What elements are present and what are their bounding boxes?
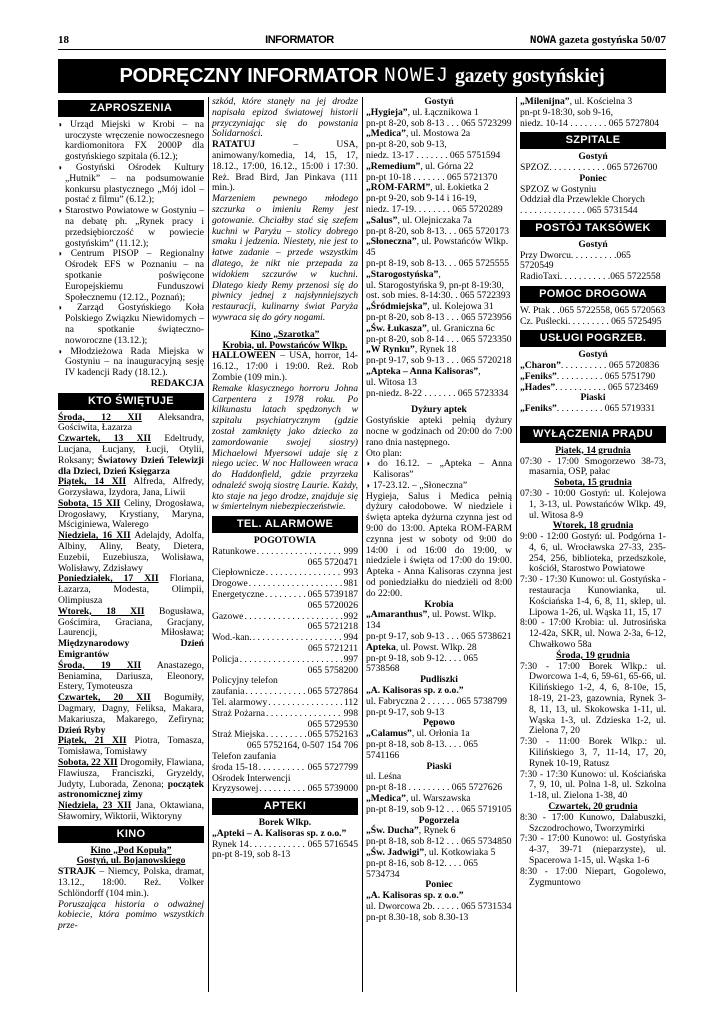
phone-number: 065 5752164, 0-507 154 706 [246,740,358,752]
phone-label: środa 15-18 [212,762,258,773]
pharmacy-line-text: pn-pt 8-16, sob 8-12. . . . 065 5734734 [366,857,478,880]
invitation-text: Centrum PISOP – Regionalny Ośrodek EFS w Poznaniu – na spotkanie poświęcone Europejskiemu Funduszowi Społecznemu (12.12., Poznań); [65,248,204,303]
nameday-item [58,499,204,531]
pharmacy-line-name: „Medica” [366,128,406,140]
nameday-names: Jana, Oktawiana, Sławomiry, Wiktorii, Wiktoryny [58,800,204,822]
bullet-icon: ◗ [58,249,71,259]
nameday-date: Czwartek, 13 XII [58,433,152,445]
dot-leader [246,687,307,698]
section-header-emergency: TEL. ALARMOWE [212,516,358,533]
outage-item: 7:30 - 17:30 Kunowo: ul. Gostyńska - restauracja Kunowianka, ul. Kościańska 1-4, 6, 8, 11, sklep, ul. Lipowa 1-26, ul. Wąska 11, 15, 17 [520,574,666,618]
nameday-date: Niedziela, 23 XII [58,800,132,812]
phone-label: Ciepłownicze [212,568,265,579]
invitation-text: Młodzieżowa Rada Miejska w Gostyniu – na inauguracyjną sesję IV kadencji Rady (18.12.). [65,345,204,379]
outage-item: 8:00 - 17:00 Krobia: ul. Jutrosińska 12-42a, SKR, ul. Nowa 2-3a, 6-12, Chwałkowo 58a [520,617,666,651]
nameday-names: Bogusława, Gościmira, Graciana, Gracjany, Laurencji, Miłosława; [58,605,204,639]
dot-leader [266,709,343,720]
phone-label: Kryzysowej [212,784,259,795]
pharmacy-line-text: pn-pt 8-20, sob 8-13 . . . 065 5723956 [366,311,512,323]
pharmacy-line-name: „Św. Jadwigi” [366,846,425,858]
pharmacy-line-text: pn-pt 8-18 . . . . . . . . . 065 5727626 [366,782,503,794]
power-outages-list [520,446,666,889]
town-name: Gostyń [578,151,608,163]
pharmacy-line-text: , ul. Kotkowiaka 5 [424,846,496,858]
phone-label: Wod.-kan. [212,633,252,644]
pharmacy-line-text: pn-pt 9-17, sob 9-13 . . . 065 5738621 [366,631,512,643]
pharmacy-line [366,610,512,632]
hospital-line: Oddział dla Przewlekle Chorych [520,194,645,206]
signature: REDAKCJA [150,377,204,389]
pharmacy-line-text: pn-pt 10-18 . . . . . . . 065 5721370 [366,171,498,183]
phone-number: 065 5739000 [307,784,358,795]
pharmacy-list [366,108,512,400]
town-name: Gostyń [578,238,608,250]
pharmacy-line-text: , ul. Graniczna 6c [426,322,495,334]
pharmacy-line-text: , [438,268,441,280]
pharmacy-line-text: pn-pt 9-18:30, sob 9-16, [520,106,614,118]
film-entry: STRAJK – Niemcy, Polska, dramat, 13.12., 18:00. Reż. Volker Schlöndorff (104 min.). [58,866,204,899]
outage-item: 7:30 - 17:00 Borek Wlkp.: ul. Dworcowa 1-4, 6, 59-61, 65-66, ul. Kilińskiego 1-2, 4, 6, 8-10e, 15, 18-19, 21-23, gazownia, Rynek 3-8, 11, 13, ul. Skokowska 1-11, ul. Wąska 1-3, ul. Zdzieska 1-2, ul. Zielona 7, 20 [520,660,666,737]
film-entry: HALLOWEEN – USA, horror, 14-16.12., 17:00 i 19:00. Reż. Rob Zombie (109 min.). [212,350,358,383]
invitations-list [58,120,204,379]
dot-leader [249,579,343,590]
pharmacy-list [366,686,512,718]
phone-number: 065 5720026 [307,599,358,611]
pharmacy-line-text: ul. Starogostyńska 9, pn-pt 8-19:30, [366,279,504,291]
nameday-names: Adelajdy, Adolfa, Albiny, Aliny, Beaty, Dietera, Euzebii, Euzebiusza, Wolisława, Wolisławy, Zdzisławy [58,530,204,574]
phone-number: 065 5739187 [307,590,358,601]
pharmacy-line-name: „Calamus” [366,728,412,740]
nameday-holiday: początek astronomicznej zimy [58,778,204,801]
pharmacy-line-name: „Medica” [366,793,406,804]
pharmacy-line-text: pn-pt 9-18, sob 9-12. . . . 065 5738568 [366,652,478,675]
phone-number: 992 [343,611,358,622]
pharmacy-line-text: pn-niedz. 8-22 . . . . . . . 065 5723334 [366,387,509,399]
pharmacy-line-name: Apteka [366,641,396,653]
pharmacy-line-name: „Słoneczna” [366,236,417,248]
town-name: Krobia [424,598,454,610]
pharmacy-line-name: „ROM-FARM” [366,182,431,194]
outage-item: 9:00 - 12:00 Gostyń: ul. Podgórna 1-4, 6, ul. Wrocławska 27-33, 235-254, 256, biblioteka, przedszkole, kościół, Starostwo Powiatowe [520,531,666,575]
section-header-invitations: ZAPROSZENIA [58,100,204,117]
pharmacy-line-text: pn-pt 9-17, sob 9-13 [366,706,445,718]
nameday-names: Piotra, Tomasza, Tomisława, Tomisławy [58,735,204,758]
funeral-line-text: . . . . . . . . . . 065 5751790 [556,370,656,382]
duty-item: ◗ 17-23.12. – „Słoneczna” [366,479,468,491]
phone-number: 065 5721218 [307,621,358,633]
column-divider [516,97,517,992]
pharmacy-line-name: „Starogostyńska” [366,268,439,280]
pharmacy-line-text: , ul. Olejniczaka 7a [397,214,472,226]
pharmacy-line-text: pn-pt 8-20, sob 8-13. . . 065 5720173 [366,225,510,237]
nameday-item [58,758,204,801]
pharmacy-line-text: , ul. Łokietka 2 [430,182,489,194]
section-header-cinema: KINO [58,826,204,843]
column-2 [212,97,358,861]
town-name: Gostyń [424,96,454,107]
phone-label: zaufania [212,687,245,698]
town-name: Pudliszki [420,674,458,686]
town-name: Pogorzela [418,814,460,826]
dot-leader [268,698,343,709]
nameday-date: Wtorek, 18 XII [58,605,145,617]
nameday-item [58,413,204,435]
funeral-line-text: . . . . . . . . . . . 065 5723469 [555,381,659,393]
pharmacy-line-text: pn-pt 8-20, sob 9-13, [366,139,447,151]
outage-item: 8:30 - 17:00 Niepart, Gogolewo, Zygmuntowo [520,865,666,888]
outage-item: 07:30 - 10:00 Gostyń: ul. Kolejowa 1, 3-13, ul. Powstańców Wlkp. 49, ul. Witosa 8-9 [520,487,666,521]
pharmacy-line-text: , ul. Powstańców Wlkp. 45 [366,236,509,259]
nameday-date: Sobota, 22 XII [58,757,118,769]
pharmacy-line [366,237,512,259]
phone-label: Policja [212,654,239,665]
section-header-taxi: POSTÓJ TAKSÓWEK [520,220,666,237]
nameday-date: Sobota, 15 XII [58,497,121,509]
funeral-line: „Feniks”. . . . . . . . . . 065 5719331 [520,403,656,415]
pharmacy-list [366,772,512,815]
header-rule [58,49,666,50]
nameday-date: Piątek, 21 XII [58,735,127,747]
column-4 [520,97,666,888]
column-3 [366,97,512,924]
nameday-date: Poniedziałek, 17 XII [58,573,159,585]
invitation-item [58,163,204,206]
pharmacy-line [366,389,512,400]
pharmacy-list [366,826,512,880]
phone-number: 993 [343,568,358,579]
duty-text: Hygieja, Salus i Medica pełnią dyżury całodobowe. W niedziele i święta apteka dyżurna czynna jest od 9:00 do 13:00. Apteka ROM-FARM czynna jest w soboty od 9:00 do 14:00 i od 16:00 do 19:00, w niedziele i święta od 17:00 do 19:00. Apteka - Anna Kalisoras czynna jest od poniedziałku do niedzieli od 8:00 do 22:00. [366,490,512,599]
pharmacy-line-name: „Salus” [366,214,398,226]
nameday-names: Aleksandra, Gościwita, Łazarza [58,411,204,434]
pharmacy-line-text: ul. Witosa 13 [366,376,417,388]
phone-label: Straż Miejska [212,730,266,741]
section-header-pharmacies: APTEKI [212,798,358,815]
pharmacy-line-text: , Rynek 18 [414,344,457,356]
pharmacy-list [366,729,512,761]
phone-number: 999 [343,546,358,557]
roadside-line: W. Ptak . .065 5722558, 065 5720563 [520,304,666,316]
phone-row [212,568,358,579]
outage-item: 7:30 - 11:00 Borek Wlkp.: ul. Kilińskiego 3, 7, 11-14, 17, 20, Rynek 10-19, Ratusz [520,736,666,769]
phone-number: 065 5721211 [307,643,358,655]
funeral-line-text: . . . . . . . . . . 065 5720836 [560,359,660,371]
nameday-date: Środa, 19 XII [58,659,142,671]
section-header-hospitals: SZPITALE [520,132,666,149]
funeral-line-name: „Feniks” [520,370,557,382]
funeral-list [520,361,666,393]
nameday-item [58,801,204,823]
pharmacy-line [366,654,512,676]
nameday-item [58,661,204,693]
pharmacy-line-text: , ul. Powst. Wlkp. 134 [366,609,497,632]
pharmacy-line-text: pn-pt 8-19, sob 9-12 . . . 065 5719105 [366,803,512,815]
invitation-item [58,347,204,379]
pharmacy-line-name: „A. Kalisoras sp. z o.o.” [366,890,464,902]
pharmacy-line-text: , ul. Kościelna 3 [569,96,633,107]
bullet-icon: ◗ [58,119,71,129]
issue-label: NOWA gazeta gostyńska 50/07 [529,33,666,47]
cinema-address: Krobia, ul. Powstańców Wlkp. [222,339,348,351]
invitation-text: Starostwo Powiatowe w Gostyniu – na debatę ph. „Rynek pracy i przedsiębiorczość w powiecie gostyńskim” (11.12.); [65,205,204,249]
pharmacy-line-text: , ul. Warszawska [405,793,471,804]
page-number: 18 [58,34,69,46]
nameday-names: Edeltrudy, Lucjana, Łucjany, Łucji, Otylii, Roksany; [58,433,204,466]
pharmacy-line-text: , Rynek 6 [418,825,456,837]
hospital-line: SPZOZ. . . . . . . . . . . . 065 5726700 [520,161,658,173]
pharmacy-line-text: pn-pt 8-20, sob 8-14 . . . 065 5723350 [366,333,512,345]
town-name: Piaski [426,760,452,772]
taxi-line: Przy Dworcu. . . . . . . . . .065 5720549 [520,249,631,272]
page-title: PODRĘCZNY INFORMATOR NOWEJ gazety gostyńskiej [58,59,666,93]
pharmacy-line-name: „A. Kalisoras sp. z o.o.” [366,685,464,697]
pharmacy-hours: pn-pt 8-19, sob 8-13 [212,849,291,861]
phone-row [212,763,358,774]
namedays-list [58,413,204,823]
duty-item: ◗ do 16.12. – „Apteka – Anna Kalisoras” [366,458,512,481]
phone-number: 994 [343,633,358,644]
phone-label: Ratunkowe [212,546,256,557]
phone-number: 998 [343,708,358,719]
pharmacy-line-name: „Apteka – Anna Kalisoras” [366,365,479,377]
phone-label: Gazowe [212,611,244,622]
outage-date: Czwartek, 20 grudnia [548,801,638,813]
funeral-line-name: „Hades” [520,381,556,393]
phone-number: 112 [343,698,358,709]
phone-number: 997 [343,654,358,665]
pharmacy-line-text: , ul. Mostowa 2a [405,128,471,140]
pharmacy-line-text: , ul. Górna 22 [420,160,474,172]
bullet-icon: ◗ [58,303,77,313]
nameday-date: Środa, 12 XII [58,411,142,423]
pharmacy-line-text: ul. Dworcowa 2b. . . . . . 065 5731534 [366,900,512,912]
town-name: Piaski [580,392,606,404]
dot-leader [265,590,307,601]
invitation-item [58,249,204,303]
phone-row [212,579,358,590]
outage-item: 8:30 - 17:00 Kunowo, Dalabuszki, Szczodrochowo, Tworzymirki [520,811,666,834]
phone-label: Ośrodek Interwencji [212,772,291,784]
duty-plan-label: Oto plan: [366,447,402,459]
cinema-name: Kino „Szarotka” [250,328,320,340]
invitation-item [58,303,204,346]
pharmacy-line-text: pn-pt 8.30-18, sob 8.30-13 [366,911,469,923]
bullet-icon: ◗ [58,162,76,172]
dot-leader [259,763,307,774]
column-1 [58,97,204,932]
pharmacy-line-text: , ul. Łącznikowa 1 [407,106,479,118]
phone-number: 065 5727799 [307,762,358,773]
dot-leader [259,784,306,795]
pharmacy-name: „Apteki – A. Kalisoras sp. z o.o.” [212,827,347,839]
pharmacy-line-text: ul. Fabryczna 2 . . . . . . 065 5738799 [366,695,507,707]
nameday-item [58,477,204,499]
funeral-line-name: „Charon” [520,359,561,371]
pharmacy-line-text: niedz. 10-14 . . . . . . . . 065 5727804 [520,117,660,129]
phone-number: 065 5727864 [307,687,358,698]
phone-number: 065 5729530 [307,718,358,730]
phone-label: Drogowe [212,579,248,590]
pharmacy-line-text: pn-pt 9-17, sob 9-13 . . . 065 5720218 [366,355,512,367]
nameday-names: Celiny, Drogosława, Drogosławy, Krystiany, Maryna, Mściginiewa, Walerego [58,497,204,531]
nameday-date: Czwartek, 20 XII [58,692,151,704]
phone-label: Energetyczne [212,590,265,601]
nameday-item [58,736,204,758]
nameday-names: Anastazego, Beniamina, Dariusza, Eleonory, Estery, Tymoteusza [58,659,204,693]
section-header-funeral: USŁUGI POGRZEB. [520,330,666,347]
phone-number: 981 [343,579,358,590]
pharmacy-line-name: „Św. Ducha” [366,825,419,837]
outage-item: 7:30 - 17:30 Kunowo: ul. Kościańska 7, 9, 10, ul. Polna 1-8, ul. Szkolna 1-18, ul. Zielona 1-38, 40 [520,768,666,802]
emergency-phones [212,547,358,795]
nameday-date: Niedziela, 16 XII [58,530,131,542]
outage-item: 7:30 - 17:00 Kunowo: ul. Gostyńska 4-37, 39-71 (nieparzyste), ul. Spacerowa 1-15, ul. Wąska 1-6 [520,833,666,866]
invitation-text: Gostyński Ośrodek Kultury „Hutnik” – na podsumowanie konkursu plastycznego „Mój idol – postać z filmu” (6.12.); [65,161,204,206]
phone-row [212,709,358,720]
taxi-line: RadioTaxi. . . . . . . . . . .065 5722558 [520,271,661,283]
outage-date: Piątek, 14 grudnia [555,444,631,456]
pharmacy-line-name: „Śródmiejska” [366,301,428,313]
pharmacy-line [366,740,512,762]
duty-text: Gostyńskie apteki pełnią dyżury nocne w godzinach od 20:00 do 7:00 rano dnia następnego. [366,415,512,448]
pharmacy-line-text: niedz. 13-17 . . . . . . . 065 5751594 [366,149,501,161]
pharmacy-line-text: , ul. Orłonia 1a [411,728,470,740]
column-divider [362,97,363,992]
outage-date: Sobota, 15 grudnia [554,477,632,489]
invitation-text: Urząd Miejski w Krobi – na uroczyste wręczenie nowoczesnego kardiomonitora FX 2000P dla gostyńskiego szpitala (6.12.); [65,118,204,163]
outage-date: Środa, 19 grudnia [556,649,630,661]
nameday-names: Bogumiły, Dagmary, Dagny, Feliksa, Makara, Makariusza, Makarego, Zefiryna; [58,692,204,725]
pharmacy-list [520,97,666,129]
pharmacy-line-name: „Amaranthus” [366,609,428,621]
pharmacy-line-name: „W Rynku” [366,344,415,356]
nameday-item [58,434,204,477]
phone-label: Straż Pożarna [212,708,266,719]
bullet-icon: ◗ [58,206,66,216]
pharmacy-line-text: pn-pt 8-19, sob 8-13. . . 065 5725555 [366,257,510,269]
pharmacy-line-name: „Remedium” [366,160,421,172]
section-header-roadside: POMOC DROGOWA [520,286,666,303]
pharmacy-line-text: ul. Leśna [366,771,402,783]
section-name: INFORMATOR [265,34,334,46]
cinema-address: Gostyń, ul. Bojanowskiego [76,855,186,867]
phone-number: 065 5758200 [307,664,358,676]
pharmacy-line-name: „Św. Łukasza” [366,322,427,334]
pharmacy-line [520,119,666,130]
subheader: POGOTOWIA [253,535,317,547]
town-name: Gostyń [578,349,608,361]
roadside-line: Cz. Puślecki. . . . . . . . . 065 5725495 [520,315,662,327]
town-name: Pępowo [423,717,455,729]
dot-leader [266,568,343,579]
pharmacy-line-text: , ul. Powst. Wlkp. 28 [395,641,477,653]
phone-number: 065 5752163 [307,730,358,741]
phone-label: Telefon zaufania [212,751,277,763]
nameday-holiday: Dzień Ryby [58,724,106,736]
column-divider [208,97,209,992]
film-description: Marzeniem pewnego młodego szczurka o imieniu Remy jest gotowanie. Chciałby stać się szefem kuchni w Paryżu – stolicy dobrego smaku i jedzenia. Niestety, nie jest to łatwe zadanie – przede wszystkim dlatego, że nikt nie przepada za widokiem szczurów w kuchni. Dlatego kiedy Remy przenosi się do piwnicy jednej z najsłynniejszych restauracji, kulinarny świat Paryża wywraca się do góry nogami. [212,193,358,323]
outage-item: 07:30 - 17:00 Smogorzewo 38-73, masarnia, OSP, pałac [520,455,666,478]
pharmacy-line-text: pn-pt 8-18, sob 8-13. . . . 065 5741166 [366,739,478,761]
pharmacy-list [366,891,512,923]
nameday-item [58,693,204,736]
phone-label: Tel. alarmowy [212,698,268,709]
section-header-namedays: KTO ŚWIĘTUJE [58,393,204,410]
pharmacy-line [366,859,512,881]
pharmacy-line-text: pn-pt 8-18, sob 8-12 . . . 065 5734850 [366,836,512,848]
town-name: Poniec [425,879,453,891]
nameday-names: Floriana, Łazarza, Modesta, Olimpii, Olimpiusza [58,573,204,607]
nameday-holiday: Światowy Dzień Telewizji dla Dzieci, Dzień Księgarza [58,454,204,477]
nameday-item [58,574,204,606]
pharmacy-line-text: , ul. Kolejowa 31 [427,301,494,313]
pharmacy-line-text: , [478,365,481,377]
outage-date: Wtorek, 18 grudnia [552,520,634,532]
phone-number: 065 5720471 [307,556,358,568]
hospital-line: . . . . . . . . . . . . . . 065 5731544 [520,205,638,217]
phone-row [212,687,358,698]
pharmacy-line-text: pn-pt 8-20, sob 8-13 . . . 065 5723299 [366,117,512,129]
phone-row [212,784,358,795]
film-entry: RATATUJ – USA, animowany/komedia, 14, 15, 17, 18.12., 17:00, 16.12., 15:00 i 17:30. Reż. Brad Bird, Jan Pinkava (111 min.). [212,139,358,194]
nameday-item [58,607,204,661]
bullet-icon: ◗ [58,346,71,356]
pharmacy-line [366,913,512,924]
cinema-name: Kino „Pod Kopułą” [90,844,172,856]
film-description: szkód, które stanęły na jej drodze napisała epizod światowej historii przyczyniając się do powstania Solidarności. [212,96,358,140]
nameday-holiday: Międzynarodowy Dzień Emigrantów [58,638,204,661]
hospital-line: SPZOZ w Gostyniu [520,183,597,195]
town-name: Borek Wlkp. [258,817,312,828]
film-description: Poruszająca historia o odważnej kobiecie, która pomimo wszystkich prze- [58,898,204,932]
section-header-power-outages: WYŁĄCZENIA PRĄDU [520,426,666,443]
nameday-date: Piątek, 14 XII [58,476,127,488]
pharmacy-line-name: „Milenijna” [520,96,570,107]
nameday-names: Drogomiły, Flawiana, Flawiusza, Franciszki, Gryzeldy, Judyty, Luborada, Zenona; [58,757,204,790]
pharmacy-line-name: „Hygieja” [366,106,408,118]
invitation-text: Zarząd Gostyńskiego Koła Polskiego Związku Niewidomych – na spotkanie świąteczno-noworoczne (13.12.); [65,302,204,346]
pharmacy-line-text: niedz. 17-19. . . . . . . . 065 5720289 [366,203,503,215]
invitation-item [58,120,204,163]
pharmacy-list [366,610,512,675]
nameday-names: Alfreda, Alfredy, Gorzysława, Izydora, Jana, Liwii [58,476,204,499]
pharmacy-phone: Rynek 14 . . . 065 5716545 [212,840,358,851]
phone-label: Policyjny telefon [212,675,278,687]
pharmacy-line-text: ost. sob mies. 8-14:30. . 065 5722393 [366,290,511,302]
phone-row [212,698,358,709]
nameday-item [58,531,204,574]
invitation-item [58,206,204,249]
pharmacy-line [366,805,512,816]
pharmacy-line-text: pn-pt 9-20, sob 9-14 i 16-19, [366,193,477,205]
page-header [58,33,666,47]
film-description: Remake klasycznego horroru Johna Carpentera z 1978 roku. Po kilkunastu latach spędzonych w szpitalu psychiatrycznym (gdzie został zamknięty jako dziecko za zamordowanie swojej siostry) Michaelowi Myersowi udaje się z niego uciec. W noc Halloween wraca do Haddonfield, gdzie przyrzeka odnaleźć swoją siostrę Laurie. Każdy, kto staje na jego drodze, znajduje się w śmiertelnym niebezpieczeństwie. [212,382,358,513]
town-name: Poniec [579,172,607,184]
subheader: Dyżury aptek [411,404,467,416]
